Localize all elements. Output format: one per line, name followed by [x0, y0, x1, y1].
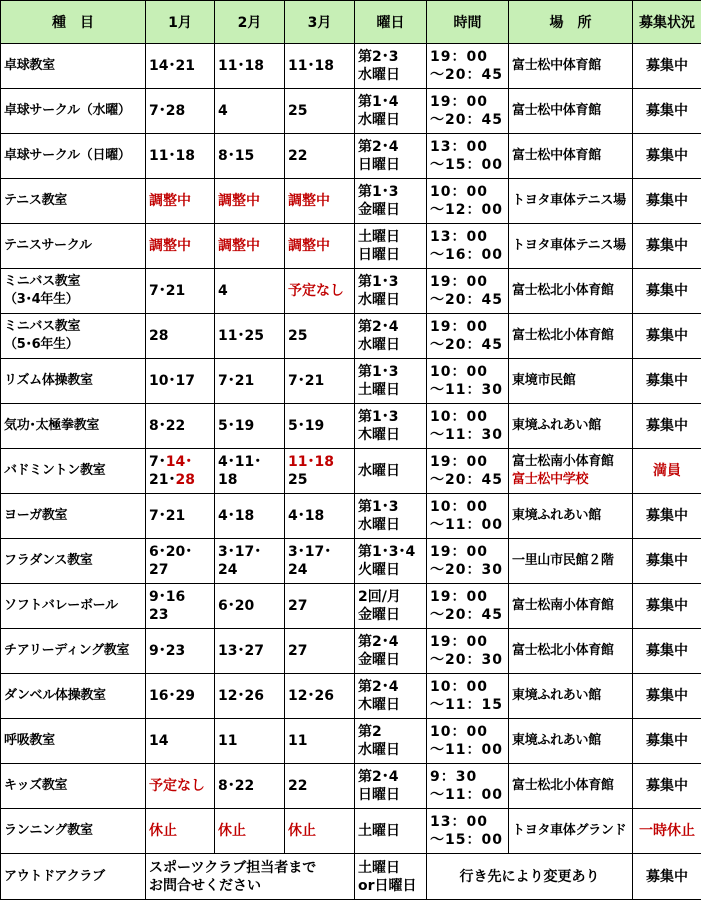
- jan-dates: 休止: [146, 809, 215, 854]
- place-cell: 富士松北小体育館: [509, 629, 633, 674]
- jan-dates: 9･23: [146, 629, 215, 674]
- jan-dates: 28: [146, 314, 215, 359]
- table-row: [1, 719, 701, 764]
- mar-dates: 25: [285, 314, 355, 359]
- weekday-cell: 第1･3 金曜日: [355, 179, 427, 224]
- time-cell: 19：00 ～20：45: [427, 314, 509, 359]
- place-cell: 東境市民館: [509, 359, 633, 404]
- jan-dates: 7･14･ 21･28: [146, 449, 215, 494]
- status-cell: 募集中: [633, 134, 701, 179]
- jan-dates: 14･21: [146, 44, 215, 89]
- weekday-cell: 土曜日 日曜日: [355, 224, 427, 269]
- time-cell: 10：00 ～11：00: [427, 719, 509, 764]
- weekday-cell: 第1･3･4 火曜日: [355, 539, 427, 584]
- table-row: [1, 449, 701, 494]
- class-name: ミニバス教室 （3･4年生）: [1, 269, 146, 314]
- table-row: [1, 179, 701, 224]
- feb-dates: 11･18: [215, 44, 285, 89]
- mar-dates: 7･21: [285, 359, 355, 404]
- table-row: [1, 809, 701, 854]
- weekday-cell: 水曜日: [355, 449, 427, 494]
- header-status: 募集状況: [633, 1, 701, 44]
- feb-dates: 4: [215, 89, 285, 134]
- feb-dates: 調整中: [215, 179, 285, 224]
- feb-dates: 3･17･ 24: [215, 539, 285, 584]
- place-cell: 富士松北小体育館: [509, 764, 633, 809]
- jan-dates: 予定なし: [146, 764, 215, 809]
- weekday-cell: 第2･4 日曜日: [355, 764, 427, 809]
- header-place: 場 所: [509, 1, 633, 44]
- status-cell: 一時休止: [633, 809, 701, 854]
- mar-dates: 3･17･ 24: [285, 539, 355, 584]
- table-row: [1, 134, 701, 179]
- status-cell: 募集中: [633, 674, 701, 719]
- weekday-cell: 第1･3 木曜日: [355, 404, 427, 449]
- table-row: [1, 314, 701, 359]
- contact-note: スポーツクラブ担当者まで お問合せください: [146, 854, 355, 900]
- place-cell: 富士松南小体育館 富士松中学校: [509, 449, 633, 494]
- status-cell: 募集中: [633, 179, 701, 224]
- mar-dates: 25: [285, 89, 355, 134]
- class-name: 卓球サークル（水曜）: [1, 89, 146, 134]
- status-cell: 募集中: [633, 359, 701, 404]
- class-name: テニス教室: [1, 179, 146, 224]
- table-row: [1, 404, 701, 449]
- jan-dates: 7･21: [146, 494, 215, 539]
- mar-dates: 11･18 25: [285, 449, 355, 494]
- class-name: バドミントン教室: [1, 449, 146, 494]
- place-cell: 東境ふれあい館: [509, 674, 633, 719]
- class-name: フラダンス教室: [1, 539, 146, 584]
- time-cell: 19：00 ～20：45: [427, 584, 509, 629]
- time-cell: 19：00 ～20：45: [427, 44, 509, 89]
- jan-dates: 8･22: [146, 404, 215, 449]
- weekday-cell: 第2･4 木曜日: [355, 674, 427, 719]
- mar-dates: 27: [285, 629, 355, 674]
- header-row: [1, 1, 701, 44]
- weekday-cell: 第2 水曜日: [355, 719, 427, 764]
- time-cell: 13：00 ～15：00: [427, 809, 509, 854]
- table-row: [1, 359, 701, 404]
- status-cell: 募集中: [633, 314, 701, 359]
- mar-dates: 予定なし: [285, 269, 355, 314]
- weekday-cell: 第1･3 水曜日: [355, 269, 427, 314]
- mar-dates: 調整中: [285, 179, 355, 224]
- header-feb: 2月: [215, 1, 285, 44]
- mar-dates: 12･26: [285, 674, 355, 719]
- time-cell: 10：00 ～11：00: [427, 494, 509, 539]
- status-cell: 満員: [633, 449, 701, 494]
- mar-dates: 4･18: [285, 494, 355, 539]
- jan-dates: 10･17: [146, 359, 215, 404]
- header-weekday: 曜日: [355, 1, 427, 44]
- status-cell: 募集中: [633, 404, 701, 449]
- weekday-cell: 第2･4 金曜日: [355, 629, 427, 674]
- table-row: [1, 539, 701, 584]
- weekday-cell: 第2･4 水曜日: [355, 314, 427, 359]
- header-jan: 1月: [146, 1, 215, 44]
- class-name: チアリーディング教室: [1, 629, 146, 674]
- table-row: [1, 494, 701, 539]
- feb-dates: 11･25: [215, 314, 285, 359]
- destination-note: 行き先により変更あり: [427, 854, 633, 900]
- feb-dates: 休止: [215, 809, 285, 854]
- mar-dates: 5･19: [285, 404, 355, 449]
- class-name: ソフトバレーボール: [1, 584, 146, 629]
- feb-dates: 5･19: [215, 404, 285, 449]
- time-cell: 13：00 ～16：00: [427, 224, 509, 269]
- jan-dates: 7･28: [146, 89, 215, 134]
- mar-dates: 調整中: [285, 224, 355, 269]
- class-name: 卓球教室: [1, 44, 146, 89]
- feb-dates: 調整中: [215, 224, 285, 269]
- time-cell: 19：00 ～20：30: [427, 629, 509, 674]
- mar-dates: 22: [285, 764, 355, 809]
- place-cell: トヨタ車体グランド: [509, 809, 633, 854]
- status-cell: 募集中: [633, 224, 701, 269]
- mar-dates: 休止: [285, 809, 355, 854]
- feb-dates: 4･18: [215, 494, 285, 539]
- feb-dates: 13･27: [215, 629, 285, 674]
- place-cell: 東境ふれあい館: [509, 719, 633, 764]
- class-name: ヨーガ教室: [1, 494, 146, 539]
- jan-dates: 16･29: [146, 674, 215, 719]
- table-row: [1, 89, 701, 134]
- jan-dates: 14: [146, 719, 215, 764]
- table-row: [1, 584, 701, 629]
- class-name: 気功･太極拳教室: [1, 404, 146, 449]
- jan-dates: 6･20･ 27: [146, 539, 215, 584]
- table-row: [1, 674, 701, 719]
- time-cell: 10：00 ～11：15: [427, 674, 509, 719]
- header-type: 種 目: [1, 1, 146, 44]
- status-cell: 募集中: [633, 854, 701, 900]
- time-cell: 19：00 ～20：45: [427, 89, 509, 134]
- place-cell: 富士松中体育館: [509, 134, 633, 179]
- time-cell: 10：00 ～11：30: [427, 404, 509, 449]
- place-cell: 富士松北小体育館: [509, 314, 633, 359]
- feb-dates: 6･20: [215, 584, 285, 629]
- weekday-cell: 2回/月 金曜日: [355, 584, 427, 629]
- place-cell: トヨタ車体テニス場: [509, 179, 633, 224]
- mar-dates: 27: [285, 584, 355, 629]
- class-name: リズム体操教室: [1, 359, 146, 404]
- status-cell: 募集中: [633, 269, 701, 314]
- mar-dates: 22: [285, 134, 355, 179]
- table-row: [1, 854, 701, 900]
- time-cell: 19：00 ～20：45: [427, 449, 509, 494]
- jan-dates: 11･18: [146, 134, 215, 179]
- table-row: [1, 44, 701, 89]
- place-cell: 東境ふれあい館: [509, 494, 633, 539]
- feb-dates: 4･11･ 18: [215, 449, 285, 494]
- weekday-cell: 土曜日 or日曜日: [355, 854, 427, 900]
- feb-dates: 8･15: [215, 134, 285, 179]
- time-cell: 19：00 ～20：45: [427, 269, 509, 314]
- class-name: キッズ教室: [1, 764, 146, 809]
- status-cell: 募集中: [633, 539, 701, 584]
- place-cell: 一里山市民館２階: [509, 539, 633, 584]
- table-row: [1, 764, 701, 809]
- status-cell: 募集中: [633, 584, 701, 629]
- class-name: アウトドアクラブ: [1, 854, 146, 900]
- weekday-cell: 第1･4 水曜日: [355, 89, 427, 134]
- place-cell: 富士松中体育館: [509, 89, 633, 134]
- place-cell: 富士松中体育館: [509, 44, 633, 89]
- jan-dates: 7･21: [146, 269, 215, 314]
- table-row: [1, 224, 701, 269]
- table-row: [1, 629, 701, 674]
- class-name: テニスサークル: [1, 224, 146, 269]
- feb-dates: 4: [215, 269, 285, 314]
- class-name: 卓球サークル（日曜）: [1, 134, 146, 179]
- weekday-cell: 第2･3 水曜日: [355, 44, 427, 89]
- status-cell: 募集中: [633, 494, 701, 539]
- status-cell: 募集中: [633, 89, 701, 134]
- jan-dates: 調整中: [146, 224, 215, 269]
- status-cell: 募集中: [633, 719, 701, 764]
- weekday-cell: 第1･3 水曜日: [355, 494, 427, 539]
- feb-dates: 8･22: [215, 764, 285, 809]
- status-cell: 募集中: [633, 764, 701, 809]
- class-name: ランニング教室: [1, 809, 146, 854]
- class-name: ミニバス教室 （5･6年生）: [1, 314, 146, 359]
- time-cell: 9：30 ～11：00: [427, 764, 509, 809]
- status-cell: 募集中: [633, 44, 701, 89]
- mar-dates: 11･18: [285, 44, 355, 89]
- time-cell: 13：00 ～15：00: [427, 134, 509, 179]
- class-name: 呼吸教室: [1, 719, 146, 764]
- mar-dates: 11: [285, 719, 355, 764]
- time-cell: 10：00 ～11：30: [427, 359, 509, 404]
- time-cell: 10：00 ～12：00: [427, 179, 509, 224]
- class-name: ダンベル体操教室: [1, 674, 146, 719]
- weekday-cell: 土曜日: [355, 809, 427, 854]
- feb-dates: 7･21: [215, 359, 285, 404]
- feb-dates: 12･26: [215, 674, 285, 719]
- jan-dates: 調整中: [146, 179, 215, 224]
- place-cell: 富士松南小体育館: [509, 584, 633, 629]
- feb-dates: 11: [215, 719, 285, 764]
- table-row: [1, 269, 701, 314]
- time-cell: 19：00 ～20：30: [427, 539, 509, 584]
- place-cell: 東境ふれあい館: [509, 404, 633, 449]
- status-cell: 募集中: [633, 629, 701, 674]
- jan-dates: 9･16 23: [146, 584, 215, 629]
- weekday-cell: 第1･3 土曜日: [355, 359, 427, 404]
- place-cell: 富士松北小体育館: [509, 269, 633, 314]
- header-time: 時間: [427, 1, 509, 44]
- weekday-cell: 第2･4 日曜日: [355, 134, 427, 179]
- header-mar: 3月: [285, 1, 355, 44]
- place-cell: トヨタ車体テニス場: [509, 224, 633, 269]
